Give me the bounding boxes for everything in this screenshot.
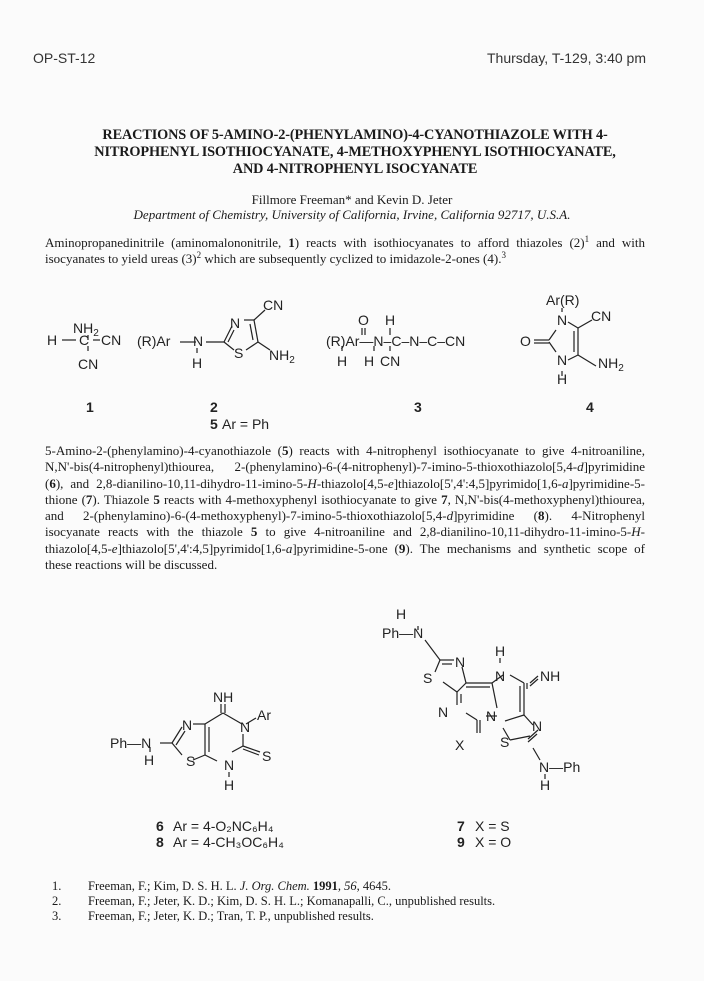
- c79-x: X: [455, 737, 465, 753]
- ref-text: [88, 879, 391, 894]
- italic: e: [111, 540, 118, 556]
- affiliation: Department of Chemistry, University of California, Irvine, California 92717, U.S.A.: [133, 207, 571, 222]
- text: ]pyrimidine (: [45, 459, 645, 491]
- text: Aminopropanedinitrile (aminomalononitrile,: [45, 235, 289, 250]
- c5-label: 5: [210, 416, 218, 432]
- c4-label: 4: [586, 399, 594, 415]
- c2-n: N: [193, 333, 204, 349]
- ref-text: Freeman, F.; Jeter, K. D.; Kim, D. S. H. L.; Komanapalli, C., unpublished results.: [88, 894, 496, 908]
- c1-c: C: [79, 332, 90, 348]
- italic: d: [446, 508, 454, 524]
- c68-ar: Ar: [257, 707, 271, 723]
- c79-n-ph-bottom: N—Ph: [539, 759, 581, 775]
- c68-ring-n: N: [182, 717, 193, 733]
- c3-chain: (R)Ar—N–C–N–C–CN: [326, 333, 466, 349]
- compound-ref: 5: [153, 491, 160, 507]
- compound-ref: 7: [85, 491, 93, 507]
- text: and with isocyanates to yield ureas (3): [45, 235, 645, 267]
- c8-definition: Ar = 4-CH₃OC₆H₄: [173, 834, 284, 850]
- text: which are subsequently cyclized to imidazole-2-ones (4).: [201, 251, 502, 267]
- c68-h4: H: [224, 777, 235, 793]
- c4-n1: N: [557, 312, 568, 328]
- c79-s-thz2: S: [500, 734, 510, 750]
- citation: 3: [501, 250, 506, 261]
- intro-paragraph: [45, 235, 645, 268]
- italic: a: [561, 475, 569, 491]
- c2-nh2: $NH_2$: [269, 347, 295, 366]
- c79-n-h: N: [495, 668, 506, 684]
- references: [52, 879, 495, 924]
- c4-h: H: [557, 371, 568, 387]
- text: ). Thiazole: [92, 491, 154, 507]
- c7-definition: X = S: [475, 818, 510, 834]
- c1-label: 1: [86, 399, 94, 415]
- authors: Fillmore Freeman* and Kevin D. Jeter: [251, 192, 453, 207]
- compound-ref: 6: [49, 475, 56, 491]
- c8-label: 8: [156, 834, 164, 850]
- c3-h2: H: [364, 353, 375, 369]
- reference-item: [52, 879, 495, 894]
- text: ]pyrimidine-5-thione (: [45, 475, 645, 507]
- c3-h1: H: [337, 353, 348, 369]
- c1-cn: CN: [101, 332, 122, 348]
- c1-cn-bottom: CN: [78, 356, 99, 372]
- c2-ring-s: S: [234, 345, 244, 361]
- c68-n4: N: [224, 757, 235, 773]
- c79-n-thz1: N: [455, 654, 466, 670]
- c2-cn: CN: [263, 297, 284, 313]
- text: ), and 2,8-dianilino-10,11-dihydro-11-imino-5-: [55, 475, 308, 491]
- compound-ref: 7: [441, 491, 448, 507]
- italic: a: [285, 540, 293, 556]
- c2-label: 2: [210, 399, 218, 415]
- c2-substituent: (R)Ar: [137, 333, 171, 349]
- c9-definition: X = O: [475, 834, 512, 850]
- c79-h-nh: H: [495, 643, 506, 659]
- c68-n6: N: [240, 719, 251, 735]
- compound-ref: 5: [250, 524, 258, 540]
- ref-volume: , 56: [337, 879, 357, 893]
- title-line-3: AND 4-NITROPHENYL ISOCYANATE: [232, 161, 478, 177]
- c3-label: 3: [414, 399, 422, 415]
- c3-cn: CN: [380, 353, 401, 369]
- c79-ph-n-top: Ph—N: [382, 625, 424, 641]
- title-line-1: REACTIONS OF 5-AMINO-2-(PHENYLAMINO)-4-CYANOTHIAZOLE WITH 4-: [102, 127, 608, 143]
- c68-ring-s: S: [186, 753, 196, 769]
- c68-thione-s: S: [262, 748, 272, 764]
- ref-number: 2.: [52, 894, 62, 908]
- text: , N,N'-bis(4-methoxyphenyl)thiourea, and 2-(phenylamino)-6-(4-methoxyphenyl)-7-imino-5-thioxothiazolo[5,4-: [45, 491, 645, 524]
- italic: e: [387, 475, 394, 491]
- text: ) reacts with isothiocyanates to afford thiazoles (2): [294, 235, 585, 250]
- c4-cn: CN: [591, 308, 612, 324]
- italic: H: [631, 524, 641, 540]
- compound-ref: 9: [398, 540, 406, 556]
- c4-n3: N: [557, 352, 568, 368]
- reference-item: [52, 894, 495, 909]
- scheme-1: [0, 280, 704, 450]
- c79-imino-nh: NH: [540, 668, 561, 684]
- text: to give 4-nitroaniline and 2,8-dianilino-10,11-dihydro-11-imino-5-: [257, 524, 632, 540]
- c79-n-pyr: N: [438, 704, 449, 720]
- c5-definition: Ar = Ph: [222, 416, 270, 432]
- text: 5-Amino-2-(phenylamino)-4-cyanothiazole (: [45, 443, 282, 458]
- c3-o: O: [358, 312, 369, 328]
- session-schedule: Thursday, T-129, 3:40 pm: [486, 50, 646, 66]
- c68-ph-n: Ph—N: [110, 735, 152, 751]
- c79-h-bottom: H: [540, 777, 551, 793]
- ref-number: 1.: [52, 879, 62, 893]
- c6-label: 6: [156, 818, 164, 834]
- text: ]pyrimidine (: [453, 508, 539, 524]
- text: ]pyrimidine-5-one (: [292, 540, 399, 556]
- c2-h: H: [192, 355, 203, 371]
- c79-n-thz2: N: [532, 718, 543, 734]
- paper-title: [30, 127, 680, 178]
- citation: 1: [584, 234, 590, 244]
- scheme-2: [0, 600, 704, 860]
- ref-journal: J. Org. Chem.: [239, 879, 310, 893]
- italic: d: [577, 459, 584, 475]
- title-line-2: NITROPHENYL ISOTHIOCYANATE, 4-METHOXYPHENYL ISOTHIOCYANATE,: [94, 144, 616, 160]
- c9-label: 9: [457, 834, 465, 850]
- citation: 2: [196, 250, 202, 261]
- c68-nh-h: H: [144, 752, 155, 768]
- c1-h: H: [47, 332, 58, 348]
- text: -thiazolo[4,5-: [45, 524, 645, 556]
- c3-h-top: H: [385, 312, 396, 328]
- reference-item: [52, 909, 495, 924]
- text: ). The mechanisms and synthetic scope of these reactions will be discussed.: [45, 540, 645, 573]
- ref-number: 3.: [52, 909, 62, 923]
- italic: H: [307, 475, 317, 491]
- c1-nh2: $NH_2$: [73, 320, 99, 339]
- c79-s-thz1: S: [423, 670, 433, 686]
- c79-h-top: H: [396, 606, 407, 622]
- c6-definition: Ar = 4-O₂NC₆H₄: [173, 818, 274, 834]
- c4-ar: Ar(R): [546, 292, 580, 308]
- text: -thiazolo[4,5-: [316, 475, 388, 491]
- compound-ref: 5: [281, 443, 289, 458]
- c7-label: 7: [457, 818, 465, 834]
- text: ]thiazolo[5',4':4,5]pyrimido[1,6-: [117, 540, 286, 556]
- ref-text: Freeman, F.; Jeter, K. D.; Tran, T. P., unpublished results.: [88, 909, 374, 923]
- compound-ref: 1: [288, 235, 295, 250]
- c68-imino-nh: NH: [213, 689, 234, 705]
- ref-pages: , 4645.: [356, 879, 392, 893]
- ref-year: 1991: [309, 879, 338, 893]
- body-paragraph: [45, 443, 645, 573]
- text: ]thiazolo[5',4':4,5]pyrimido[1,6-: [393, 475, 562, 491]
- text: ) reacts with 4-nitrophenyl isothiocyanate to give 4-nitroaniline, N,N'-bis(4-nitrophenyl)thiourea, 2-(phenylamino)-6-(4-nitrophenyl)-7-imino-5-thioxothiazolo[5,4-: [45, 443, 645, 475]
- text: reacts with 4-methoxyphenyl isothiocyanate to give: [159, 491, 442, 507]
- session-code: OP-ST-12: [33, 50, 96, 66]
- compound-ref: 8: [538, 508, 545, 524]
- c79-n-bridge: N: [486, 708, 497, 724]
- c2-ring-n: N: [230, 315, 241, 331]
- ref-authors: Freeman, F.; Kim, D. S. H. L.: [88, 879, 240, 893]
- text: ). 4-Nitrophenyl isocyanate reacts with the thiazole: [45, 508, 645, 540]
- c4-o: O: [520, 333, 531, 349]
- c4-nh2: $NH_2$: [598, 355, 624, 374]
